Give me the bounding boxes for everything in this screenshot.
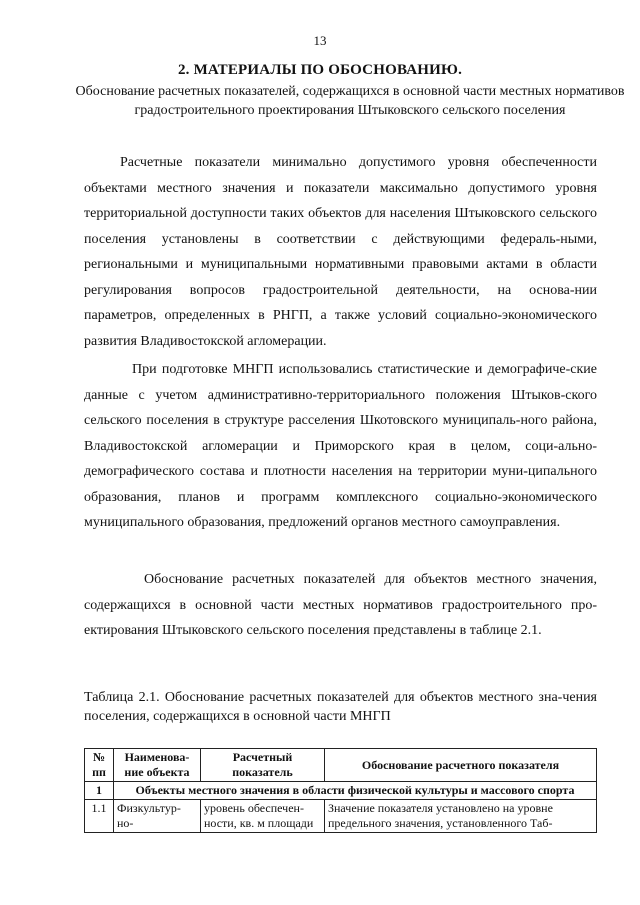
- paragraph-2: При подготовке МНГП использовались статистические и демографиче-ские данные с учетом административно-территориального положения Штыков-ского сельского поселения в структуре расселения Шкотовского муниципаль-ного района, Владивостокской агломерации и Приморского края в целом, соци-ально-демографического состава и плотности населения на территории муни-ципального образования, планов и программ комплексного социально-экономического муниципального образования, предложений органов местного самоуправления.: [84, 362, 597, 530]
- table-row: [85, 800, 597, 833]
- table-section-row: [85, 782, 597, 800]
- header-justification: Обоснование расчетного показателя: [325, 749, 597, 782]
- justification-table: [84, 748, 597, 833]
- section-num: 1: [85, 782, 114, 800]
- row-name: Физкультур-но-: [114, 800, 201, 833]
- paragraph-1: Расчетные показатели минимально допустимого уровня обеспеченности объектами местного значения и показатели максимально допустимого уровня территориальной доступности таких объектов для населения Штыковского сельского поселения установлены в соответствии с действующими федераль-ными, региональными и муниципальными нормативными правовыми актами в области регулирования вопросов градостроительной деятельности, на основа-нии параметров, определенных в РНГП, а также условий социально-экономического развития Владивостокской агломерации.: [84, 155, 597, 349]
- section-title: 2. МАТЕРИАЛЫ ПО ОБОСНОВАНИЮ.: [177, 62, 463, 78]
- header-num: № пп: [85, 749, 114, 782]
- table-caption: Таблица 2.1. Обоснование расчетных показателей для объектов местного зна-чения поселения, содержащихся в основной части МНГП: [84, 690, 597, 724]
- header-indicator: Расчетный показатель: [201, 749, 325, 782]
- header-name: Наименова-ние объекта: [114, 749, 201, 782]
- paragraph-3: Обоснование расчетных показателей для объектов местного значения, содержащихся в основной части местных нормативов градостроительного про-ектирования Штыковского сельского поселения представлены в таблице 2.1.: [84, 572, 597, 638]
- section-title-cell: Объекты местного значения в области физической культуры и массового спорта: [114, 782, 597, 800]
- table-header-row: [85, 749, 597, 782]
- row-num: 1.1: [85, 800, 114, 833]
- row-justification: Значение показателя установлено на уровне предельного значения, установленного Таб-: [325, 800, 597, 833]
- page-number: 13: [313, 33, 327, 48]
- section-subtitle: Обоснование расчетных показателей, содержащихся в основной части местных нормативов градостроительного проектирования Штыковского сельского поселения: [75, 84, 625, 118]
- row-indicator: уровень обеспечен-ности, кв. м площади: [201, 800, 325, 833]
